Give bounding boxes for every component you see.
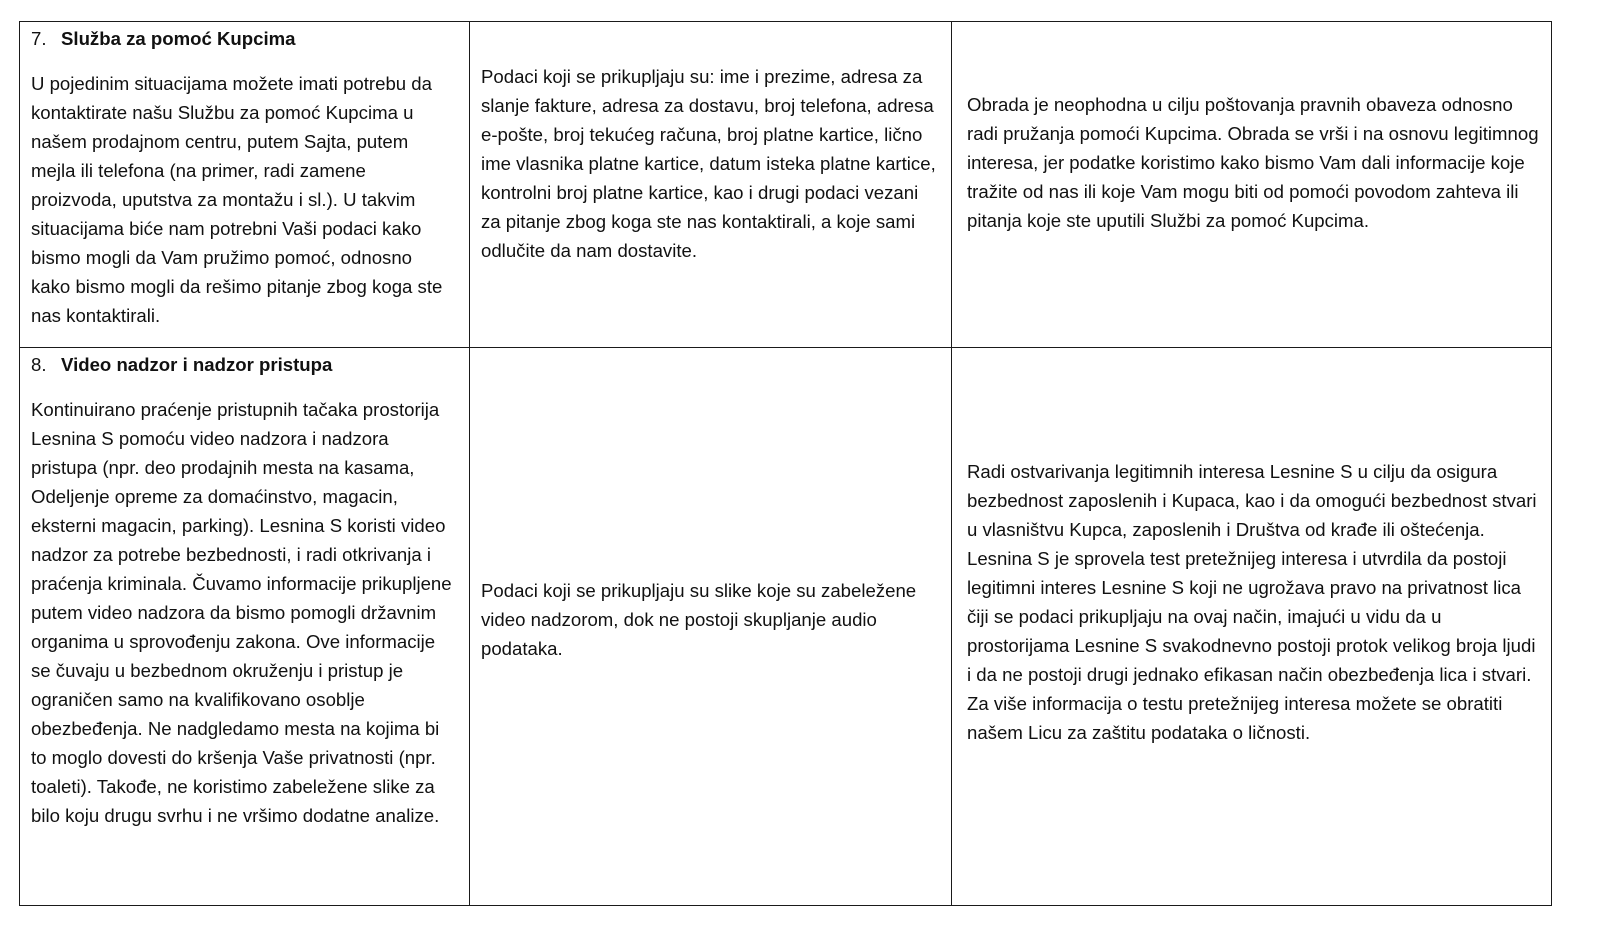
section-title: Video nadzor i nadzor pristupa: [61, 354, 333, 375]
data-collected-cell: [470, 22, 952, 348]
section-heading: [31, 24, 455, 53]
legal-basis-cell: [952, 22, 1552, 348]
section-number: 8.: [31, 354, 47, 375]
data-collected-text: Podaci koji se prikupljaju su slike koje su zabeležene video nadzorom, dok ne postoji skupljanje audio podataka.: [481, 580, 917, 659]
purpose-cell: [20, 348, 470, 906]
legal-basis-text: Radi ostvarivanja legitimnih interesa Lesnine S u cilju da osigura bezbednost zaposlenih i Kupaca, kao i da omogući bezbednost stvari u vlasništvu Kupca, zaposlenih i Društva od krađe ili oštećenja. Lesnina S je sprovela test pretežnijeg interesa i utvrdila da postoji legitimni interes Lesnine S koji ne ugrožava pravo na privatnost lica čiji se podaci prikupljaju na ovaj način, imajući u vidu da u prostorijama Lesnine S svakodnevno postoji protok velikog broja ljudi i da ne postoji drugi jednako efikasan način obezbeđenja lica i stvari. Za više informacija o testu pretežnijeg interesa možete se obratiti našem Licu za zaštitu podataka o ličnosti.: [967, 461, 1537, 743]
purpose-text: U pojedinim situacijama možete imati potrebu da kontaktirate našu Službu za pomoć Kupcima u našem prodajnom centru, putem Sajta, putem mejla ili telefona (na primer, radi zamene proizvoda, uputstva za montažu i sl.). U takvim situacijama biće nam potrebni Vaši podaci kako bismo mogli da Vam pružimo pomoć, odnosno kako bismo mogli da rešimo pitanje zbog koga ste nas kontaktirali.: [31, 73, 443, 326]
data-collected-cell: [470, 348, 952, 906]
legal-basis-cell: [952, 348, 1552, 906]
section-title: Služba za pomoć Kupcima: [61, 28, 296, 49]
purpose-text: Kontinuirano praćenje pristupnih tačaka prostorija Lesnina S pomoću video nadzora i nadzora pristupa (npr. deo prodajnih mesta na kasama, Odeljenje opreme za domaćinstvo, magacin, eksterni magacin, parking). Lesnina S koristi video nadzor za potrebe bezbednosti, i radi otkrivanja i praćenja kriminala. Čuvamo informacije prikupljene putem video nadzora da bismo pomogli državnim organima u sprovođenju zakona. Ove informacije se čuvaju u bezbednom okruženju i pristup je ograničen samo na kvalifikovano osoblje obezbeđenja. Ne nadgledamo mesta na kojima bi to moglo dovesti do kršenja Vaše privatnosti (npr. toaleti). Takođe, ne koristimo zabeležene slike za bilo koju drugu svrhu i ne vršimo dodatne analize.: [31, 399, 452, 826]
data-collected-text: Podaci koji se prikupljaju su: ime i prezime, adresa za slanje fakture, adresa za dostavu, broj telefona, adresa e-pošte, broj tekućeg računa, broj platne kartice, lično ime vlasnika platne kartice, datum isteka platne kartice, kontrolni broj platne kartice, kao i drugi podaci vezani za pitanje zbog koga ste nas kontaktirali, a koje sami odlučite da nam dostavite.: [481, 66, 936, 261]
legal-basis-text: Obrada je neophodna u cilju poštovanja pravnih obaveza odnosno radi pružanja pomoći Kupcima. Obrada se vrši i na osnovu legitimnog interesa, jer podatke koristimo kako bismo Vam dali informacije koje tražite od nas ili koje Vam mogu biti od pomoći povodom zahteva ili pitanja koje ste uputili Službi za pomoć Kupcima.: [967, 94, 1539, 231]
purpose-cell: [20, 22, 470, 348]
section-number: 7.: [31, 28, 47, 49]
section-heading: [31, 350, 455, 379]
table-row: [20, 22, 1552, 348]
table-row: [20, 348, 1552, 906]
processing-table: [19, 21, 1552, 906]
